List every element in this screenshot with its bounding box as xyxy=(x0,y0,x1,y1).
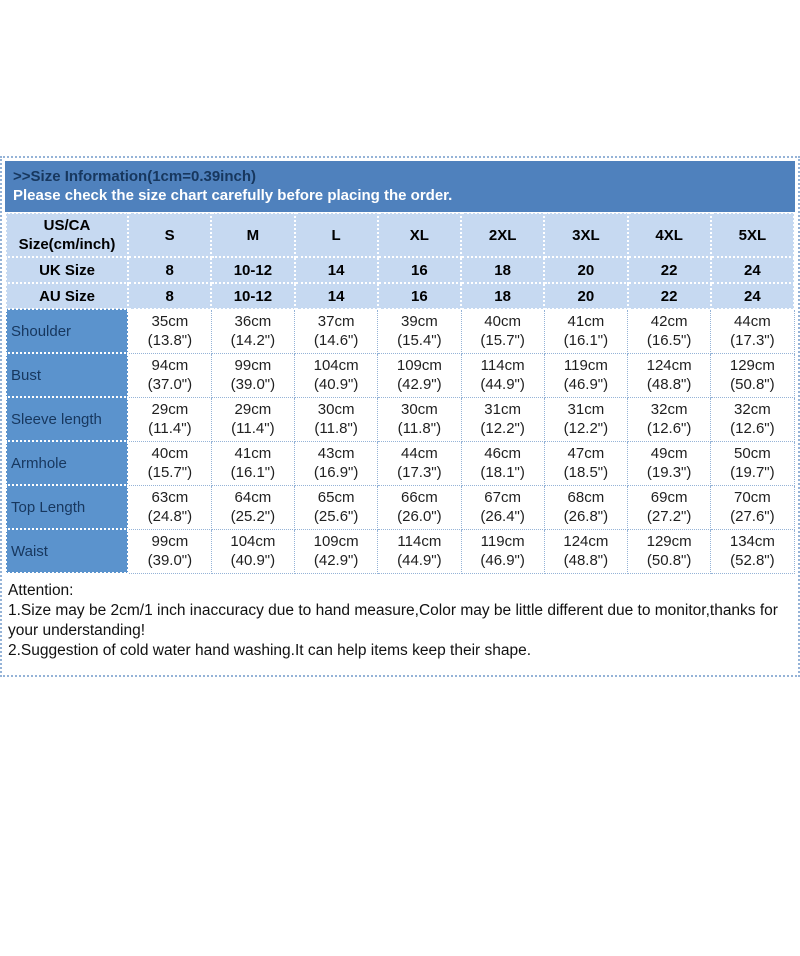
inch-value: (42.9") xyxy=(313,552,359,569)
corner-line2: Size(cm/inch) xyxy=(18,236,116,253)
measurement-cell xyxy=(461,441,544,485)
uk-size-value: 8 xyxy=(128,257,211,283)
cm-value: 114cm xyxy=(480,357,525,374)
inch-value: (25.6") xyxy=(313,508,359,525)
inch-value: (44.9") xyxy=(397,552,442,569)
inch-value: (44.9") xyxy=(480,376,525,393)
measurement-cell xyxy=(378,397,461,441)
cm-value: 30cm xyxy=(317,401,355,418)
measurement-row-armhole xyxy=(6,441,794,485)
cm-value: 134cm xyxy=(729,533,775,550)
measurement-cell xyxy=(211,353,294,397)
measurement-cell xyxy=(378,441,461,485)
uk-size-value: 20 xyxy=(544,257,627,283)
au-size-value: 8 xyxy=(128,283,211,309)
measurement-cell xyxy=(544,397,627,441)
measurement-row-bust xyxy=(6,353,794,397)
cm-value: 29cm xyxy=(151,401,189,418)
measurement-cell xyxy=(628,441,711,485)
cm-value: 109cm xyxy=(396,357,442,374)
measurement-cell xyxy=(211,441,294,485)
au-size-value: 22 xyxy=(628,283,711,309)
cm-value: 129cm xyxy=(646,533,692,550)
cm-value: 46cm xyxy=(484,445,521,462)
cm-value: 99cm xyxy=(151,533,189,550)
uk-size-value: 22 xyxy=(628,257,711,283)
measurement-cell xyxy=(295,441,378,485)
cm-value: 65cm xyxy=(317,489,355,506)
cm-value: 31cm xyxy=(567,401,605,418)
size-info-subtitle: Please check the size chart carefully before placing the order. xyxy=(13,187,453,204)
cm-value: 42cm xyxy=(650,313,688,331)
cm-value: 35cm xyxy=(151,313,189,331)
inch-value: (11.8") xyxy=(314,420,358,437)
measurement-cell xyxy=(211,309,294,353)
measurement-cell xyxy=(461,309,544,353)
measurement-cell xyxy=(128,485,211,529)
inch-value: (24.8") xyxy=(147,508,193,525)
cm-value: 49cm xyxy=(650,445,688,462)
inch-value: (16.5") xyxy=(646,332,692,350)
inch-value: (27.6") xyxy=(730,508,775,525)
au-size-value: 14 xyxy=(295,283,378,309)
inch-value: (12.6") xyxy=(646,420,692,437)
size-col-header-2xl: 2XL xyxy=(461,213,544,257)
cm-value: 44cm xyxy=(401,445,438,462)
au-size-value: 24 xyxy=(711,283,794,309)
attention-note xyxy=(5,574,795,672)
measurement-cell xyxy=(628,529,711,573)
inch-value: (12.2") xyxy=(563,420,609,437)
cm-value: 124cm xyxy=(646,357,692,374)
size-col-header-3xl: 3XL xyxy=(544,213,627,257)
measurement-row-waist xyxy=(6,529,794,573)
attention-heading: Attention: xyxy=(8,582,74,599)
size-info-title: >>Size Information(1cm=0.39inch) xyxy=(13,168,256,185)
size-col-header-l: L xyxy=(295,213,378,257)
cm-value: 36cm xyxy=(234,313,272,331)
measurement-cell xyxy=(628,353,711,397)
measurement-cell xyxy=(544,309,627,353)
size-table xyxy=(5,212,795,574)
inch-value: (16.1") xyxy=(563,332,609,350)
size-col-header-4xl: 4XL xyxy=(628,213,711,257)
measurement-cell xyxy=(711,309,794,353)
inch-value: (11.4") xyxy=(148,420,192,437)
cm-value: 119cm xyxy=(480,533,525,550)
measurement-cell xyxy=(711,529,794,573)
au-size-value: 20 xyxy=(544,283,627,309)
inch-value: (11.8") xyxy=(397,420,442,437)
measurement-cell xyxy=(461,397,544,441)
inch-value: (26.8") xyxy=(563,508,609,525)
inch-value: (39.0") xyxy=(147,552,193,569)
cm-value: 39cm xyxy=(401,313,438,331)
inch-value: (12.6") xyxy=(730,420,775,437)
measurement-cell xyxy=(544,353,627,397)
cm-value: 67cm xyxy=(484,489,521,506)
cm-value: 50cm xyxy=(734,445,771,462)
measurement-cell xyxy=(711,353,794,397)
cm-value: 47cm xyxy=(567,445,605,462)
measurement-cell xyxy=(544,441,627,485)
inch-value: (25.2") xyxy=(230,508,276,525)
cm-value: 43cm xyxy=(317,445,355,462)
inch-value: (48.8") xyxy=(646,376,692,393)
measurement-label: Armhole xyxy=(6,441,128,485)
inch-value: (17.3") xyxy=(730,332,775,350)
measurement-row-shoulder xyxy=(6,309,794,353)
inch-value: (17.3") xyxy=(397,464,442,481)
uk-size-value: 14 xyxy=(295,257,378,283)
measurement-cell xyxy=(544,485,627,529)
cm-value: 104cm xyxy=(230,533,276,550)
measurement-cell xyxy=(628,485,711,529)
measurement-cell xyxy=(128,309,211,353)
corner-line1: US/CA xyxy=(43,217,91,234)
cm-value: 41cm xyxy=(567,313,605,331)
cm-value: 40cm xyxy=(484,313,521,331)
measurement-cell xyxy=(128,353,211,397)
uk-size-value: 10-12 xyxy=(211,257,294,283)
measurement-cell xyxy=(378,309,461,353)
inch-value: (19.7") xyxy=(730,464,775,481)
au-size-value: 10-12 xyxy=(211,283,294,309)
measurement-cell xyxy=(295,529,378,573)
size-col-header-m: M xyxy=(211,213,294,257)
inch-value: (42.9") xyxy=(397,376,442,393)
measurement-cell xyxy=(544,529,627,573)
cm-value: 30cm xyxy=(401,401,438,418)
attention-line-2: 2.Suggestion of cold water hand washing.It can help items keep their shape. xyxy=(8,642,532,659)
measurement-label: Shoulder xyxy=(6,309,128,353)
inch-value: (26.0") xyxy=(397,508,442,525)
size-header-row xyxy=(6,213,794,257)
cm-value: 114cm xyxy=(397,533,442,550)
cm-value: 69cm xyxy=(650,489,688,506)
measurement-cell xyxy=(211,529,294,573)
inch-value: (50.8") xyxy=(646,552,692,569)
uk-size-value: 24 xyxy=(711,257,794,283)
inch-value: (19.3") xyxy=(646,464,692,481)
measurement-cell xyxy=(211,485,294,529)
inch-value: (16.9") xyxy=(313,464,359,481)
cm-value: 94cm xyxy=(151,357,189,374)
cm-value: 64cm xyxy=(234,489,272,506)
cm-value: 119cm xyxy=(563,357,608,374)
cm-value: 41cm xyxy=(234,445,272,462)
inch-value: (26.4") xyxy=(480,508,525,525)
measurement-cell xyxy=(711,397,794,441)
cm-value: 37cm xyxy=(317,313,355,331)
inch-value: (14.6") xyxy=(313,332,359,350)
cm-value: 66cm xyxy=(401,489,438,506)
cm-value: 40cm xyxy=(151,445,189,462)
cm-value: 70cm xyxy=(734,489,771,506)
measurement-row-top-length xyxy=(6,485,794,529)
size-col-header-5xl: 5XL xyxy=(711,213,794,257)
inch-value: (15.4") xyxy=(397,332,442,350)
measurement-cell xyxy=(128,529,211,573)
measurement-cell xyxy=(295,485,378,529)
cm-value: 68cm xyxy=(567,489,605,506)
inch-value: (48.8") xyxy=(563,552,609,569)
measurement-cell xyxy=(378,529,461,573)
inch-value: (14.2") xyxy=(230,332,276,350)
measurement-cell xyxy=(711,441,794,485)
attention-line-1: 1.Size may be 2cm/1 inch inaccuracy due to hand measure,Color may be little different due to monitor,thanks for your understanding! xyxy=(8,602,778,639)
inch-value: (50.8") xyxy=(730,376,775,393)
inch-value: (16.1") xyxy=(230,464,276,481)
measurement-cell xyxy=(295,397,378,441)
header-banner xyxy=(5,161,795,212)
inch-value: (52.8") xyxy=(730,552,775,569)
measurement-cell xyxy=(211,397,294,441)
uk-size-label: UK Size xyxy=(6,257,128,283)
size-chart-panel xyxy=(0,156,800,677)
size-col-header-xl: XL xyxy=(378,213,461,257)
cm-value: 44cm xyxy=(734,313,771,331)
inch-value: (13.8") xyxy=(147,332,193,350)
measurement-label: Waist xyxy=(6,529,128,573)
measurement-cell xyxy=(628,397,711,441)
cm-value: 32cm xyxy=(734,401,771,418)
inch-value: (40.9") xyxy=(230,552,276,569)
cm-value: 31cm xyxy=(484,401,521,418)
inch-value: (15.7") xyxy=(480,332,525,350)
measurement-cell xyxy=(628,309,711,353)
cm-value: 124cm xyxy=(563,533,609,550)
measurement-label: Top Length xyxy=(6,485,128,529)
measurement-cell xyxy=(378,485,461,529)
measurement-cell xyxy=(711,485,794,529)
cm-value: 104cm xyxy=(313,357,359,374)
cm-value: 63cm xyxy=(151,489,189,506)
measurement-cell xyxy=(461,485,544,529)
inch-value: (18.5") xyxy=(563,464,609,481)
measurement-label: Bust xyxy=(6,353,128,397)
uk-size-value: 18 xyxy=(461,257,544,283)
inch-value: (46.9") xyxy=(563,376,609,393)
inch-value: (18.1") xyxy=(480,464,525,481)
measurement-cell xyxy=(295,353,378,397)
uk-size-value: 16 xyxy=(378,257,461,283)
measurement-cell xyxy=(128,397,211,441)
measurement-cell xyxy=(461,353,544,397)
measurement-cell xyxy=(295,309,378,353)
cm-value: 32cm xyxy=(650,401,688,418)
au-size-label: AU Size xyxy=(6,283,128,309)
cm-value: 99cm xyxy=(234,357,272,374)
corner-cell xyxy=(6,213,128,257)
inch-value: (37.0") xyxy=(147,376,193,393)
uk-size-row xyxy=(6,257,794,283)
inch-value: (40.9") xyxy=(313,376,359,393)
size-col-header-s: S xyxy=(128,213,211,257)
inch-value: (46.9") xyxy=(480,552,525,569)
measurement-cell xyxy=(461,529,544,573)
measurement-cell xyxy=(378,353,461,397)
cm-value: 29cm xyxy=(234,401,272,418)
inch-value: (15.7") xyxy=(147,464,193,481)
au-size-value: 16 xyxy=(378,283,461,309)
measurement-label: Sleeve length xyxy=(6,397,128,441)
cm-value: 129cm xyxy=(729,357,775,374)
inch-value: (11.4") xyxy=(231,420,275,437)
au-size-value: 18 xyxy=(461,283,544,309)
inch-value: (39.0") xyxy=(230,376,276,393)
measurement-row-sleeve-length xyxy=(6,397,794,441)
au-size-row xyxy=(6,283,794,309)
inch-value: (12.2") xyxy=(480,420,525,437)
cm-value: 109cm xyxy=(313,533,359,550)
inch-value: (27.2") xyxy=(646,508,692,525)
measurement-cell xyxy=(128,441,211,485)
